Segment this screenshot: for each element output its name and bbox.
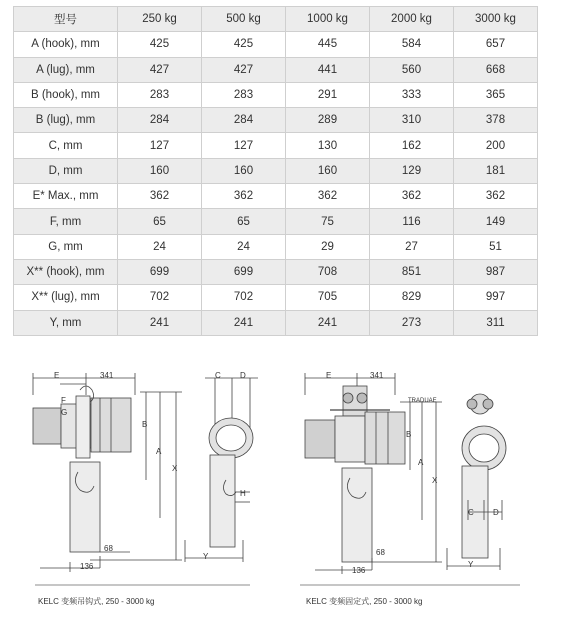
label-x-right: X	[432, 476, 438, 485]
label-a-left: A	[156, 447, 162, 456]
label-d-left: D	[240, 371, 246, 380]
table-cell: 24	[202, 234, 286, 259]
row-label: X** (lug), mm	[14, 285, 118, 310]
table-cell: 427	[118, 57, 202, 82]
label-c-right: C	[468, 508, 474, 517]
table-cell: 668	[454, 57, 538, 82]
table-cell: 24	[118, 234, 202, 259]
table-cell: 987	[454, 259, 538, 284]
table-cell: 127	[202, 133, 286, 158]
table-cell: 362	[286, 184, 370, 209]
table-cell: 127	[118, 133, 202, 158]
table-cell: 129	[370, 158, 454, 183]
table-cell: 284	[118, 108, 202, 133]
row-label: E* Max., mm	[14, 184, 118, 209]
table-cell: 362	[370, 184, 454, 209]
table-cell: 283	[202, 82, 286, 107]
label-a-right: A	[418, 458, 424, 467]
table-cell: 362	[118, 184, 202, 209]
header-capacity: 3000 kg	[454, 7, 538, 32]
caption-hook-type: KELC 变频吊钩式, 250 - 3000 kg	[38, 597, 155, 606]
label-y-right: Y	[468, 560, 474, 569]
table-cell: 311	[454, 310, 538, 335]
table-cell: 445	[286, 32, 370, 57]
chain-bag-r	[342, 468, 372, 562]
label-c-left: C	[215, 371, 221, 380]
table-cell: 51	[454, 234, 538, 259]
table-cell: 75	[286, 209, 370, 234]
table-cell: 65	[118, 209, 202, 234]
row-label: Y, mm	[14, 310, 118, 335]
table-cell: 116	[370, 209, 454, 234]
row-label: A (lug), mm	[14, 57, 118, 82]
label-136-left: 136	[80, 562, 94, 571]
table-cell: 273	[370, 310, 454, 335]
table-cell: 289	[286, 108, 370, 133]
header-capacity: 1000 kg	[286, 7, 370, 32]
table-cell: 365	[454, 82, 538, 107]
table-cell: 362	[454, 184, 538, 209]
row-label: C, mm	[14, 133, 118, 158]
row-label: F, mm	[14, 209, 118, 234]
table-cell: 283	[118, 82, 202, 107]
row-label: X** (hook), mm	[14, 259, 118, 284]
label-341-left: 341	[100, 371, 114, 380]
table-cell: 705	[286, 285, 370, 310]
table-cell: 291	[286, 82, 370, 107]
table-cell: 708	[286, 259, 370, 284]
table-cell: 425	[118, 32, 202, 57]
table-cell: 149	[454, 209, 538, 234]
motor-body-r	[305, 420, 335, 458]
label-d-right: D	[493, 508, 499, 517]
table-cell: 130	[286, 133, 370, 158]
table-cell: 160	[286, 158, 370, 183]
table-cell: 181	[454, 158, 538, 183]
table-cell: 441	[286, 57, 370, 82]
label-68-right: 68	[376, 548, 385, 557]
table-cell: 427	[202, 57, 286, 82]
label-b-right: B	[406, 430, 412, 439]
table-cell: 162	[370, 133, 454, 158]
table-cell: 560	[370, 57, 454, 82]
label-68-left: 68	[104, 544, 113, 553]
table-cell: 241	[118, 310, 202, 335]
table-cell: 851	[370, 259, 454, 284]
table-cell: 702	[118, 285, 202, 310]
table-cell: 200	[454, 133, 538, 158]
row-label: B (hook), mm	[14, 82, 118, 107]
header-capacity: 500 kg	[202, 7, 286, 32]
header-model: 型号	[14, 7, 118, 32]
table-cell: 333	[370, 82, 454, 107]
table-cell: 425	[202, 32, 286, 57]
table-cell: 829	[370, 285, 454, 310]
table-cell: 160	[118, 158, 202, 183]
label-f-left: F	[61, 396, 66, 405]
table-cell: 362	[202, 184, 286, 209]
table-cell: 310	[370, 108, 454, 133]
table-cell: 29	[286, 234, 370, 259]
row-label: A (hook), mm	[14, 32, 118, 57]
table-cell: 284	[202, 108, 286, 133]
label-x-left: X	[172, 464, 178, 473]
table-cell: 699	[202, 259, 286, 284]
table-cell: 27	[370, 234, 454, 259]
header-capacity: 2000 kg	[370, 7, 454, 32]
label-341-right: 341	[370, 371, 384, 380]
table-cell: 657	[454, 32, 538, 57]
label-136-right: 136	[352, 566, 366, 575]
label-trolley-right: TRADUAE	[408, 398, 437, 404]
table-cell: 378	[454, 108, 538, 133]
table-cell: 241	[202, 310, 286, 335]
row-label: B (lug), mm	[14, 108, 118, 133]
header-capacity: 250 kg	[118, 7, 202, 32]
row-label: G, mm	[14, 234, 118, 259]
row-label: D, mm	[14, 158, 118, 183]
label-e-left: E	[54, 371, 60, 380]
label-h-left: H	[240, 489, 246, 498]
label-g-left: G	[61, 408, 68, 417]
table-cell: 241	[286, 310, 370, 335]
table-cell: 702	[202, 285, 286, 310]
label-b-left: B	[142, 420, 148, 429]
table-cell: 65	[202, 209, 286, 234]
label-y-left: Y	[203, 552, 209, 561]
caption-lug-type: KELC 变频固定式, 250 - 3000 kg	[306, 597, 423, 606]
table-cell: 997	[454, 285, 538, 310]
table-cell: 699	[118, 259, 202, 284]
table-cell: 584	[370, 32, 454, 57]
table-cell: 160	[202, 158, 286, 183]
label-e-right: E	[326, 371, 332, 380]
